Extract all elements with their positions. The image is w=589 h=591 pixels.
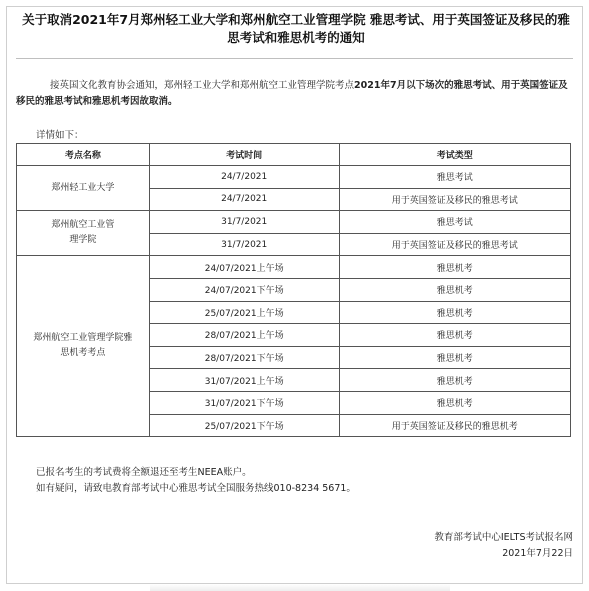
time-cell: 28/07/2021上午场 (149, 324, 339, 347)
hotline-note: 如有疑问，请致电教育部考试中心雅思考试全国服务热线010-8234 5671。 (36, 483, 356, 494)
type-cell: 雅思考试 (339, 166, 570, 189)
refund-note: 已报名考生的考试费将全额退还至考生NEEA账户。 (36, 467, 252, 478)
type-cell: 雅思机考 (339, 346, 570, 369)
title-divider (16, 58, 573, 59)
type-cell: 雅思机考 (339, 369, 570, 392)
table-row (17, 256, 571, 279)
header-site: 考点名称 (17, 144, 150, 166)
type-cell: 雅思机考 (339, 301, 570, 324)
time-cell: 28/07/2021下午场 (149, 346, 339, 369)
site-cell: 郑州航空工业管理学院 (17, 211, 150, 256)
header-type: 考试类型 (339, 144, 570, 166)
site-cell: 郑州轻工业大学 (17, 166, 150, 211)
time-cell: 24/07/2021下午场 (149, 278, 339, 301)
time-cell: 25/07/2021下午场 (149, 414, 339, 437)
site-cell: 郑州航空工业管理学院雅思机考考点 (17, 256, 150, 437)
time-cell: 24/07/2021上午场 (149, 256, 339, 279)
signature-block (434, 530, 573, 562)
table-header-row (17, 144, 571, 166)
notice-title: 关于取消2021年7月郑州轻工业大学和郑州航空工业管理学院 雅思考试、用于英国签证及移民的雅思考试和雅思机考的通知 (22, 12, 570, 45)
time-cell: 31/07/2021下午场 (149, 391, 339, 414)
intro-text: 接英国文化教育协会通知，郑州轻工业大学和郑州航空工业管理学院考点 (50, 80, 355, 91)
type-cell: 用于英国签证及移民的雅思机考 (339, 414, 570, 437)
time-cell: 31/7/2021 (149, 211, 339, 234)
header-time: 考试时间 (149, 144, 339, 166)
table-row (17, 166, 571, 189)
time-cell: 24/7/2021 (149, 166, 339, 189)
type-cell: 雅思考试 (339, 211, 570, 234)
cancellation-table (16, 143, 571, 437)
type-cell: 用于英国签证及移民的雅思考试 (339, 188, 570, 211)
details-label: 详情如下： (36, 130, 84, 141)
time-cell: 25/07/2021上午场 (149, 301, 339, 324)
type-cell: 雅思机考 (339, 278, 570, 301)
type-cell: 雅思机考 (339, 391, 570, 414)
time-cell: 24/7/2021 (149, 188, 339, 211)
notice-footer (36, 465, 356, 497)
time-cell: 31/07/2021上午场 (149, 369, 339, 392)
time-cell: 31/7/2021 (149, 233, 339, 256)
type-cell: 用于英国签证及移民的雅思考试 (339, 233, 570, 256)
intro-bold-text: 2021年7月以下场次的雅思考试、用于英国签证及移民的雅思考试和雅思机考因故取消。 (16, 80, 568, 107)
page-bottom-edge (150, 584, 450, 591)
signature-date: 2021年7月22日 (502, 548, 573, 559)
signature-org: 教育部考试中心IELTS考试报名网 (434, 532, 573, 543)
table-row (17, 211, 571, 234)
type-cell: 雅思机考 (339, 256, 570, 279)
type-cell: 雅思机考 (339, 324, 570, 347)
notice-intro (16, 78, 576, 110)
